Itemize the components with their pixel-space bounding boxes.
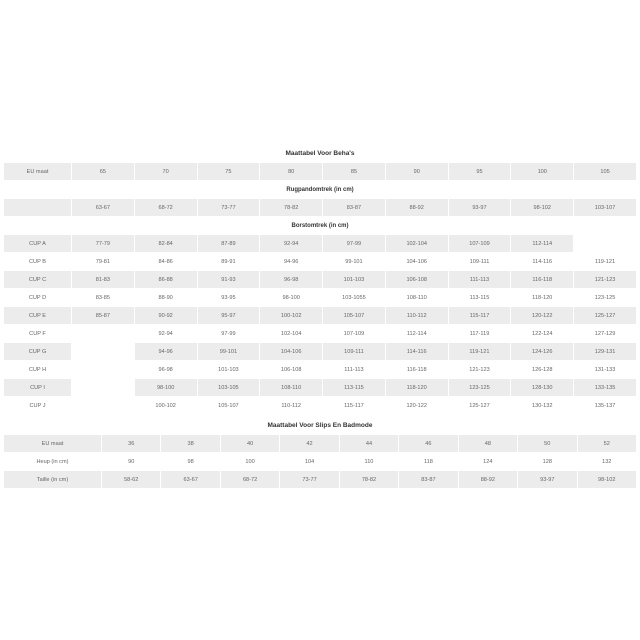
row-label	[4, 199, 72, 217]
bust-cell: 101-103	[323, 271, 386, 289]
bra-size-table	[3, 162, 637, 415]
bust-cell: 102-104	[260, 325, 323, 343]
slip-cell: 50	[518, 435, 577, 453]
slip-cell: 128	[518, 453, 577, 471]
cup-label: CUP G	[4, 343, 72, 361]
bust-cell: 112-114	[511, 235, 574, 253]
bust-cell: 89-91	[197, 253, 260, 271]
bust-cell: 98-100	[260, 289, 323, 307]
slip-cell: 36	[102, 435, 161, 453]
cup-row	[4, 325, 637, 343]
bust-cell: 102-104	[385, 235, 448, 253]
eu-size-cell: 75	[197, 163, 260, 181]
slip-cell: 73-77	[280, 471, 339, 489]
bust-cell: 115-117	[323, 397, 386, 415]
slip-cell: 52	[577, 435, 637, 453]
underband-row	[4, 199, 637, 217]
cup-label: CUP I	[4, 379, 72, 397]
bra-size-section	[3, 146, 637, 415]
slip-cell: 40	[220, 435, 279, 453]
underband-cell: 63-67	[72, 199, 135, 217]
slip-cell: 68-72	[220, 471, 279, 489]
bust-cell: 129-131	[574, 343, 637, 361]
bust-cell: 120-122	[511, 307, 574, 325]
bust-cell: 86-88	[134, 271, 197, 289]
bust-cell: 113-115	[448, 289, 511, 307]
eu-size-cell: 105	[574, 163, 637, 181]
bust-cell: 107-109	[448, 235, 511, 253]
bust-cell: 79-81	[72, 253, 135, 271]
bust-cell: 98-100	[134, 379, 197, 397]
slip-cell: 132	[577, 453, 637, 471]
bust-cell: 77-79	[72, 235, 135, 253]
bust-cell: 81-83	[72, 271, 135, 289]
slip-cell: 88-92	[458, 471, 517, 489]
slip-size-section	[3, 418, 637, 489]
eu-size-cell: 90	[385, 163, 448, 181]
eu-size-cell: 100	[511, 163, 574, 181]
cup-label: CUP E	[4, 307, 72, 325]
bust-cell	[72, 325, 135, 343]
eu-size-cell: 95	[448, 163, 511, 181]
slip-cell: 63-67	[161, 471, 220, 489]
bust-cell: 84-86	[134, 253, 197, 271]
bust-cell: 126-128	[511, 361, 574, 379]
bust-cell: 97-99	[323, 235, 386, 253]
slip-cell: 93-97	[518, 471, 577, 489]
bust-cell: 131-133	[574, 361, 637, 379]
bust-cell: 113-115	[323, 379, 386, 397]
bust-heading-row	[4, 217, 637, 235]
slip-size-table	[3, 434, 637, 489]
bust-cell: 99-101	[197, 343, 260, 361]
slip-cell: 90	[102, 453, 161, 471]
bust-cell: 130-132	[511, 397, 574, 415]
bust-cell: 114-116	[385, 343, 448, 361]
bust-cell: 110-112	[260, 397, 323, 415]
bust-cell: 107-109	[323, 325, 386, 343]
bust-cell: 125-127	[574, 307, 637, 325]
bust-cell	[72, 397, 135, 415]
bust-cell: 135-137	[574, 397, 637, 415]
bust-cell: 119-121	[448, 343, 511, 361]
slip-row-label: Taille (in cm)	[4, 471, 102, 489]
bust-cell: 85-87	[72, 307, 135, 325]
bust-cell: 125-127	[448, 397, 511, 415]
bust-cell: 88-90	[134, 289, 197, 307]
bust-cell: 116-118	[385, 361, 448, 379]
bust-cell: 100-102	[260, 307, 323, 325]
cup-row	[4, 307, 637, 325]
bust-cell: 92-94	[134, 325, 197, 343]
slip-cell: 100	[220, 453, 279, 471]
bust-cell: 114-116	[511, 253, 574, 271]
bust-cell: 106-108	[385, 271, 448, 289]
cup-row	[4, 343, 637, 361]
bust-cell: 96-98	[134, 361, 197, 379]
cup-label: CUP H	[4, 361, 72, 379]
bust-cell: 109-111	[323, 343, 386, 361]
bust-cell: 109-111	[448, 253, 511, 271]
bust-cell	[574, 235, 637, 253]
bust-cell: 96-98	[260, 271, 323, 289]
bust-cell: 90-92	[134, 307, 197, 325]
bust-cell: 110-112	[385, 307, 448, 325]
bust-cell: 93-95	[197, 289, 260, 307]
cup-label: CUP F	[4, 325, 72, 343]
bust-cell	[72, 361, 135, 379]
slip-cell: 58-62	[102, 471, 161, 489]
bust-cell: 82-84	[134, 235, 197, 253]
bust-cell: 94-96	[134, 343, 197, 361]
eu-size-cell: 85	[323, 163, 386, 181]
bust-cell: 108-110	[385, 289, 448, 307]
bust-cell: 121-123	[448, 361, 511, 379]
bust-cell: 87-89	[197, 235, 260, 253]
underband-cell: 78-82	[260, 199, 323, 217]
bust-cell: 115-117	[448, 307, 511, 325]
slip-cell: 83-87	[399, 471, 458, 489]
cup-row	[4, 379, 637, 397]
bust-cell: 105-107	[197, 397, 260, 415]
bust-cell: 103-1055	[323, 289, 386, 307]
bust-cell: 121-123	[574, 271, 637, 289]
slip-cell: 38	[161, 435, 220, 453]
bust-cell: 122-124	[511, 325, 574, 343]
bust-cell: 108-110	[260, 379, 323, 397]
bust-cell: 101-103	[197, 361, 260, 379]
bust-cell: 94-96	[260, 253, 323, 271]
bust-cell: 123-125	[574, 289, 637, 307]
underband-cell: 93-97	[448, 199, 511, 217]
slip-cell: 44	[339, 435, 398, 453]
cup-row	[4, 397, 637, 415]
bust-cell: 104-106	[385, 253, 448, 271]
bust-cell: 124-126	[511, 343, 574, 361]
bust-cell: 118-120	[511, 289, 574, 307]
underband-cell: 98-102	[511, 199, 574, 217]
slip-cell: 118	[399, 453, 458, 471]
underband-cell: 73-77	[197, 199, 260, 217]
slip-cell: 98-102	[577, 471, 637, 489]
underband-cell: 88-92	[385, 199, 448, 217]
eu-size-cell: 70	[134, 163, 197, 181]
bust-cell	[72, 379, 135, 397]
underband-cell: 103-107	[574, 199, 637, 217]
slip-cell: 124	[458, 453, 517, 471]
bust-cell: 118-120	[385, 379, 448, 397]
slip-cell: 46	[399, 435, 458, 453]
slip-row	[4, 435, 637, 453]
eu-size-cell: 80	[260, 163, 323, 181]
slip-cell: 42	[280, 435, 339, 453]
underband-cell: 68-72	[134, 199, 197, 217]
cup-row	[4, 289, 637, 307]
bust-cell: 99-101	[323, 253, 386, 271]
bust-cell: 91-93	[197, 271, 260, 289]
cup-label: CUP D	[4, 289, 72, 307]
slip-cell: 98	[161, 453, 220, 471]
bust-cell: 83-85	[72, 289, 135, 307]
slip-row-label: EU maat	[4, 435, 102, 453]
bust-cell: 127-129	[574, 325, 637, 343]
slip-row-label: Heup (in cm)	[4, 453, 102, 471]
bust-cell: 105-107	[323, 307, 386, 325]
cup-label: CUP B	[4, 253, 72, 271]
bust-cell	[72, 343, 135, 361]
bra-table-title: Maattabel Voor Beha's	[285, 150, 355, 157]
cup-label: CUP A	[4, 235, 72, 253]
cup-label: CUP J	[4, 397, 72, 415]
bust-cell: 123-125	[448, 379, 511, 397]
slip-cell: 110	[339, 453, 398, 471]
cup-row	[4, 271, 637, 289]
bust-cell: 111-113	[448, 271, 511, 289]
slip-cell: 104	[280, 453, 339, 471]
bust-cell: 116-118	[511, 271, 574, 289]
bust-cell: 112-114	[385, 325, 448, 343]
bust-cell: 117-119	[448, 325, 511, 343]
underband-heading-row	[4, 181, 637, 199]
eu-size-cell: 65	[72, 163, 135, 181]
cup-row	[4, 253, 637, 271]
bust-cell: 119-121	[574, 253, 637, 271]
bust-heading: Borstomtrek (in cm)	[4, 217, 637, 235]
bust-cell: 104-106	[260, 343, 323, 361]
bust-cell: 128-130	[511, 379, 574, 397]
bust-cell: 92-94	[260, 235, 323, 253]
slip-table-title: Maattabel Voor Slips En Badmode	[267, 422, 373, 429]
row-label: EU maat	[4, 163, 72, 181]
bust-cell: 95-97	[197, 307, 260, 325]
bust-cell: 111-113	[323, 361, 386, 379]
bust-cell: 97-99	[197, 325, 260, 343]
bust-cell: 120-122	[385, 397, 448, 415]
bust-cell: 133-135	[574, 379, 637, 397]
bust-cell: 103-105	[197, 379, 260, 397]
cup-row	[4, 235, 637, 253]
eu-size-row	[4, 163, 637, 181]
cup-row	[4, 361, 637, 379]
underband-cell: 83-87	[323, 199, 386, 217]
underband-heading: Rugpandomtrek (in cm)	[4, 181, 637, 199]
slip-cell: 78-82	[339, 471, 398, 489]
bust-cell: 100-102	[134, 397, 197, 415]
cup-label: CUP C	[4, 271, 72, 289]
slip-row	[4, 471, 637, 489]
bust-cell: 106-108	[260, 361, 323, 379]
slip-row	[4, 453, 637, 471]
slip-cell: 48	[458, 435, 517, 453]
